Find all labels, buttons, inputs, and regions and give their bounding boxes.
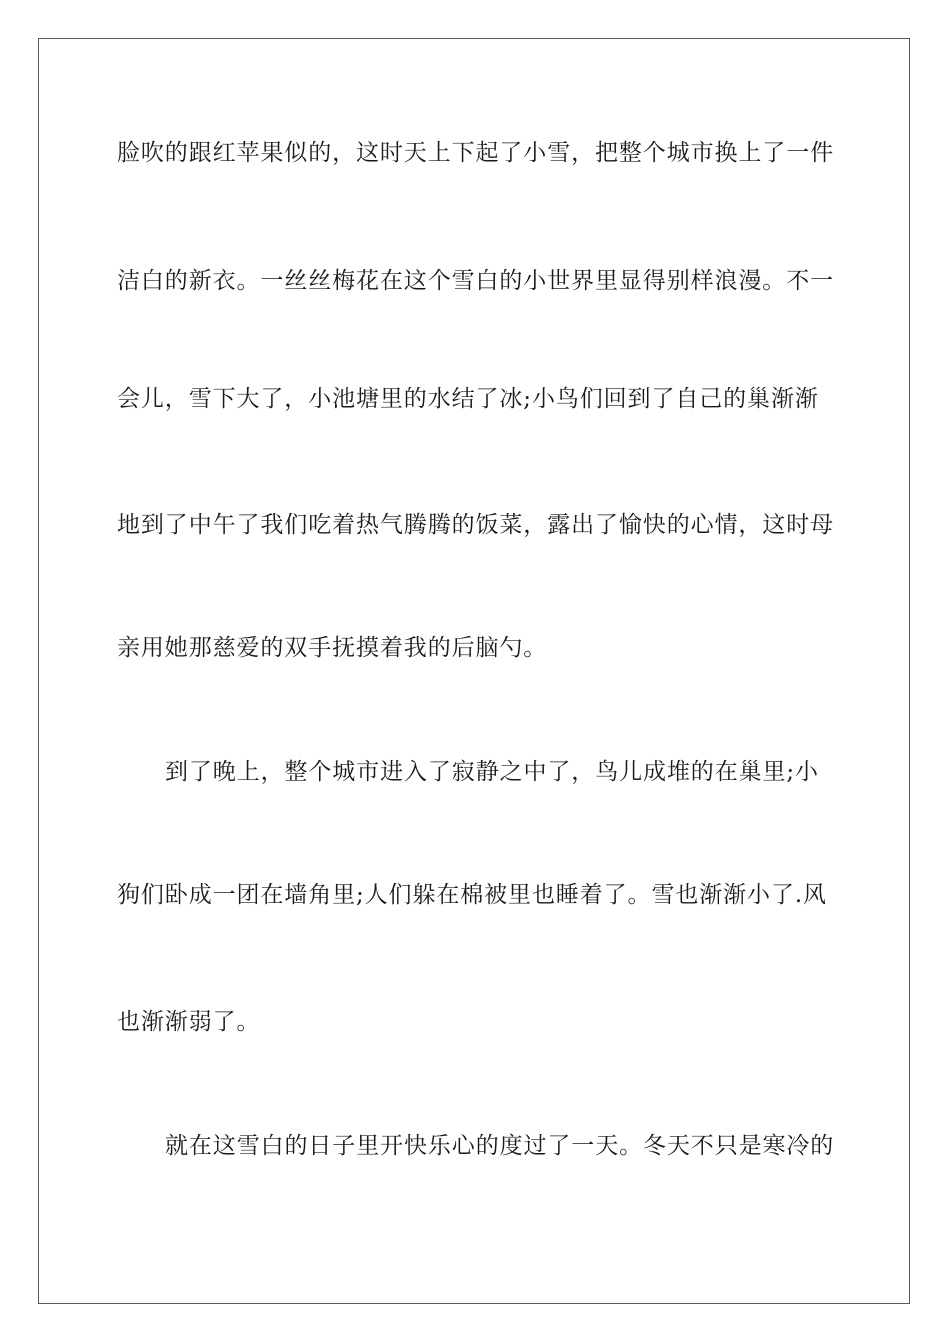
text-line: 也渐渐弱了。 (117, 1009, 261, 1035)
paragraph-first-line: 到了晚上，整个城市进入了寂静之中了，鸟儿成堆的在巢里;小 (165, 759, 819, 785)
paragraph-first-line: 就在这雪白的日子里开快乐心的度过了一天。冬天不只是寒冷的 (165, 1133, 835, 1159)
text-line: 地到了中午了我们吃着热气腾腾的饭菜，露出了愉快的心情，这时母 (117, 512, 834, 538)
text-line: 洁白的新衣。一丝丝梅花在这个雪白的小世界里显得别样浪漫。不一 (117, 268, 834, 294)
text-line: 脸吹的跟红苹果似的，这时天上下起了小雪，把整个城市换上了一件 (117, 140, 834, 166)
text-line: 亲用她那慈爱的双手抚摸着我的后脑勺。 (117, 635, 548, 661)
page-border (38, 38, 910, 1304)
text-line: 会儿，雪下大了，小池塘里的水结了冰;小鸟们回到了自己的巢渐渐 (117, 386, 819, 412)
text-line: 狗们卧成一团在墙角里;人们躲在棉被里也睡着了。雪也渐渐小了.风 (117, 882, 827, 908)
